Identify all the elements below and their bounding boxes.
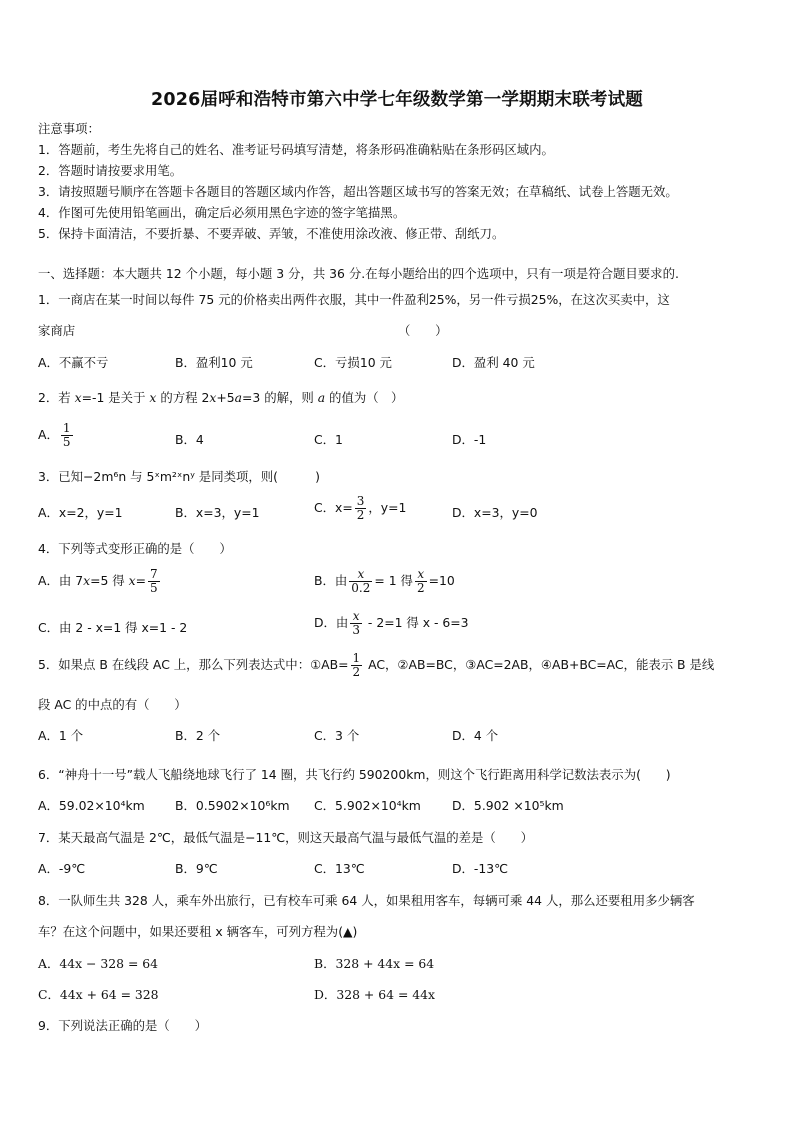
option-d: D．4 个 bbox=[452, 728, 499, 743]
option-b: B．2 个 bbox=[175, 728, 221, 743]
option-a: A．44x − 328 = 64 bbox=[38, 956, 159, 971]
option-d: D．-13℃ bbox=[452, 861, 509, 876]
option-d: D．-1 bbox=[452, 432, 487, 447]
notice-item: 1．答题前，考生先将自己的姓名、准考证号码填写清楚，将条形码准确粘贴在条形码区域内。 bbox=[38, 142, 554, 157]
option-a: A．-9℃ bbox=[38, 861, 86, 876]
section-heading: 一、选择题：本大题共 12 个小题，每小题 3 分，共 36 分.在每小题给出的四个选项中，只有一项是符合题目要求的. bbox=[38, 266, 679, 281]
option-b: B．盈利10 元 bbox=[175, 355, 253, 370]
fraction: $\frac{x}{0.2}$ bbox=[351, 567, 371, 595]
notice-item: 5．保持卡面清洁，不要折暴、不要弄破、弄皱，不准使用涂改液、修正带、刮纸刀。 bbox=[38, 226, 505, 241]
option-c: C．x= $\frac{3}{2}$ ，y=1 bbox=[314, 494, 407, 522]
fraction: $\frac{3}{2}$ bbox=[356, 494, 365, 522]
option-d: D．盈利 40 元 bbox=[452, 355, 535, 370]
question-1-stem-cont: 家商店 bbox=[38, 323, 76, 338]
answer-paren: （ ） bbox=[398, 323, 448, 338]
question-2-stem: 2．若 x=-1 是关于 x 的方程 2x+5a=3 的解，则 a 的值为（ ） bbox=[38, 390, 404, 405]
option-a: A．x=2，y=1 bbox=[38, 505, 123, 520]
option-c: C．1 bbox=[314, 432, 343, 447]
option-a: A．由 7x=5 得 x= $\frac{7}{5}$ bbox=[38, 567, 158, 595]
notice-item: 3．请按照题号顺序在答题卡各题目的答题区域内作答，超出答题区域书写的答案无效；在草稿纸、试卷上答题无效。 bbox=[38, 184, 678, 199]
option-c: C．亏损10 元 bbox=[314, 355, 392, 370]
option-c: C．5.902×10⁴km bbox=[314, 798, 421, 813]
question-3-stem: 3．已知−2m⁶n 与 5ˣm²ˣnʸ 是同类项，则( ) bbox=[38, 469, 320, 484]
fraction: $\frac{x}{3}$ bbox=[352, 609, 360, 637]
option-c: C．44x + 64 = 328 bbox=[38, 987, 159, 1002]
option-c: C．由 2 - x=1 得 x=1 - 2 bbox=[38, 620, 188, 635]
question-8-stem-cont: 车？在这个问题中，如果还要租 x 辆客车，可列方程为(▲) bbox=[38, 924, 358, 939]
option-b: B．由 $\frac{x}{0.2}$ = 1 得 $\frac{x}{2}$ =10 bbox=[314, 567, 455, 595]
question-4-stem: 4．下列等式变形正确的是（ ） bbox=[38, 541, 232, 556]
option-d: D．5.902 ×10⁵km bbox=[452, 798, 564, 813]
fraction: $\frac{7}{5}$ bbox=[150, 567, 158, 595]
option-a: A．不赢不亏 bbox=[38, 355, 109, 370]
option-b: B．0.5902×10⁶km bbox=[175, 798, 290, 813]
option-a: A．1 个 bbox=[38, 728, 84, 743]
fraction: $\frac{x}{2}$ bbox=[416, 567, 425, 595]
question-5-stem: 5．如果点 B 在线段 AC 上，那么下列表达式中：①AB= $\frac{1}{2}$ AC，②AB=BC，③AC=2AB，④AB+BC=AC，能表示 B 是线 bbox=[38, 651, 715, 679]
notice-heading: 注意事项： bbox=[38, 121, 100, 136]
option-d: D．x=3，y=0 bbox=[452, 505, 538, 520]
option-c: C．3 个 bbox=[314, 728, 360, 743]
notice-item: 2．答题时请按要求用笔。 bbox=[38, 163, 183, 178]
option-b: B．x=3，y=1 bbox=[175, 505, 260, 520]
question-5-stem-cont: 段 AC 的中点的有（ ） bbox=[38, 697, 187, 712]
option-b: B．9℃ bbox=[175, 861, 218, 876]
question-1-stem: 1．一商店在某一时间以每件 75 元的价格卖出两件衣服，其中一件盈利25%，另一件亏损25%，在这次买卖中，这 bbox=[38, 292, 670, 307]
option-a: A．59.02×10⁴km bbox=[38, 798, 145, 813]
option-c: C．13℃ bbox=[314, 861, 365, 876]
fraction: $\frac{1}{2}$ bbox=[352, 651, 361, 679]
option-b: B．328 + 44x = 64 bbox=[314, 956, 435, 971]
option-a: A． $\frac{1}{5}$ bbox=[38, 421, 71, 449]
question-6-stem: 6．“神舟十一号”载人飞船绕地球飞行了 14 圈，共飞行约 590200km，则这个飞行距离用科学记数法表示为( ) bbox=[38, 767, 671, 782]
question-9-stem: 9．下列说法正确的是（ ） bbox=[38, 1018, 207, 1033]
option-d: D．由 $\frac{x}{3}$ - 2=1 得 x - 6=3 bbox=[314, 609, 469, 637]
notice-item: 4．作图可先使用铅笔画出，确定后必须用黑色字迹的签字笔描黑。 bbox=[38, 205, 406, 220]
option-b: B．4 bbox=[175, 432, 204, 447]
question-8-stem: 8．一队师生共 328 人，乘车外出旅行，已有校车可乘 64 人，如果租用客车，每辆可乘 44 人，那么还要租用多少辆客 bbox=[38, 893, 695, 908]
question-7-stem: 7．某天最高气温是 2℃，最低气温是−11℃，则这天最高气温与最低气温的差是（ ） bbox=[38, 830, 533, 845]
page-title: 2026届呼和浩特市第六中学七年级数学第一学期期末联考试题 bbox=[150, 90, 643, 110]
fraction: $\frac{1}{5}$ bbox=[62, 421, 71, 449]
option-d: D．328 + 64 = 44x bbox=[314, 987, 436, 1002]
